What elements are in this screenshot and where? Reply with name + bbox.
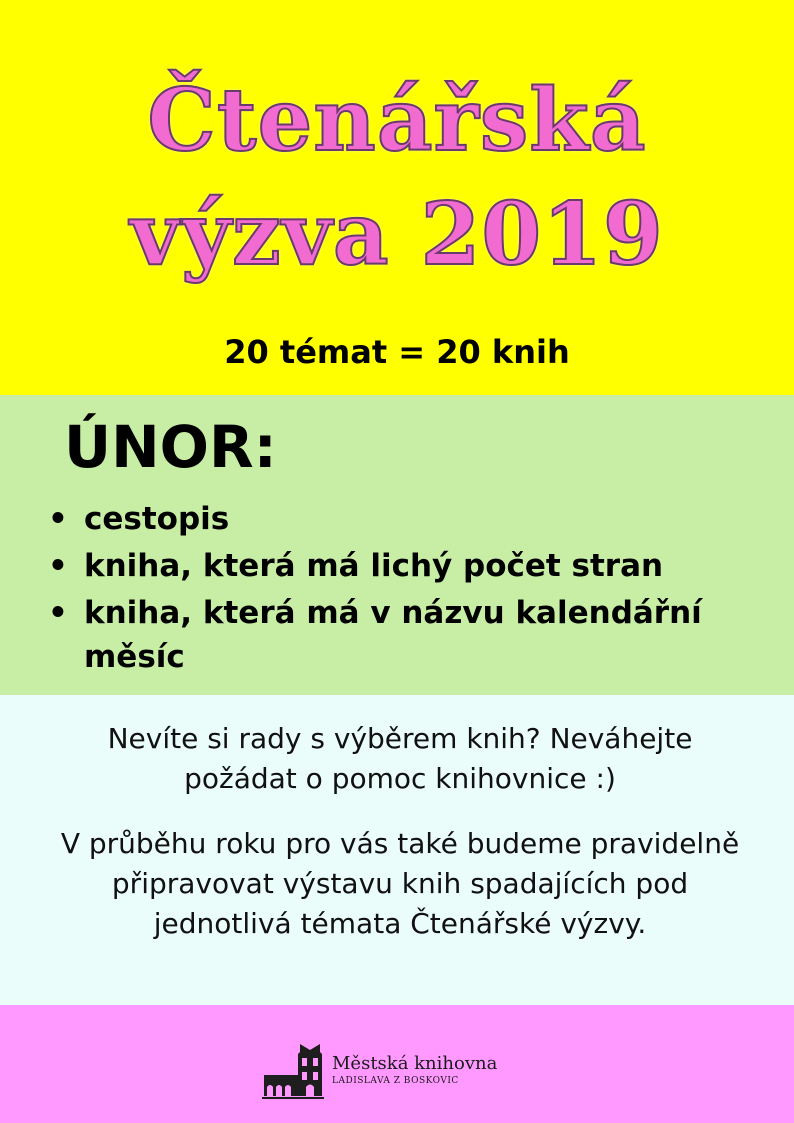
- library-name: Městská knihovna: [332, 1053, 498, 1074]
- topic-item: [48, 497, 768, 541]
- topic-label: kniha, která má lichý počet stran: [84, 548, 664, 584]
- bullet-icon: •: [48, 548, 68, 584]
- info-paragraph-exhibition: V průběhu roku pro vás také budeme pravidelně připravovat výstavu knih spadajících pod jednotlivá témata Čtenářské výzvy.: [60, 827, 740, 940]
- topic-item: [48, 544, 768, 588]
- month-heading: ÚNOR:: [64, 413, 277, 481]
- poster-title-line-2: výzva 2019: [130, 184, 664, 285]
- library-logo: [262, 1040, 497, 1100]
- info-paragraph-help: Nevíte si rady s výběrem knih? Neváhejte požádat o pomoc knihovnice :): [107, 722, 693, 795]
- library-subtitle: LADISLAVA Z BOSKOVIC: [332, 1076, 459, 1086]
- topic-label: cestopis: [84, 501, 230, 537]
- bullet-icon: •: [48, 595, 68, 631]
- topic-list: [48, 497, 768, 682]
- topic-item: [48, 591, 768, 679]
- poster-subtitle: 20 témat = 20 knih: [224, 333, 570, 371]
- logo-text: [332, 1053, 497, 1087]
- library-building-icon: [262, 1040, 330, 1100]
- topic-label: kniha, která má v názvu kalendářní měsíc: [84, 595, 702, 675]
- poster-title-line-1: Čtenářská: [147, 70, 647, 171]
- bullet-icon: •: [48, 501, 68, 537]
